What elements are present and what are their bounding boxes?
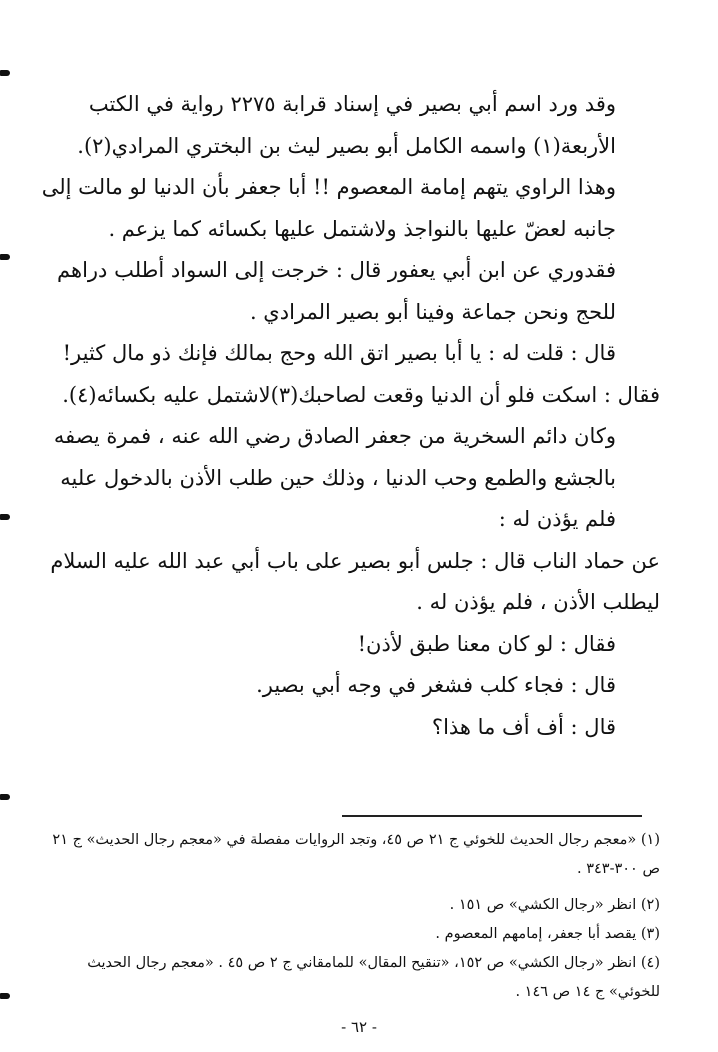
margin-mark [0,254,10,260]
paragraph: فقال : اسكت فلو أن الدنيا وقعت لصاحبك(٣)لاشتمل عليه بكسائه(٤). [62,382,660,407]
paragraph: فقال : لو كان معنا طبق لأذن! [357,631,616,656]
margin-mark [0,794,10,800]
paragraph: فقدوري عن ابن أبي يعفور قال : خرجت إلى السواد أطلب دراهم للحج ونحن جماعة وفينا أبو بصير المرادي . [57,258,616,324]
margin-mark [0,514,10,520]
footnote: (٣) يقصد أبا جعفر، إمامهم المعصوم . [435,926,660,942]
paragraph: قال : قلت له : يا أبا بصير اتق الله وحج بمالك فإنك ذو مال كثير! [62,341,616,365]
paragraph: قال : أف أف ما هذا؟ [431,714,616,739]
footnote: (٤) انظر «رجال الكشي» ص ١٥٢، «تنقيح المقال» للمامقاني ج ٢ ص ٤٥ . «معجم رجال الحديث للخوئي» ج ١٤ ص ١٤٦ . [87,955,660,1000]
paragraph: قال : فجاء كلب فشغر في وجه أبي بصير. [256,673,616,697]
footnote: (١) «معجم رجال الحديث للخوئي ج ٢١ ص ٤٥، وتجد الروايات مفصلة في «معجم رجال الحديث» ج ٢١ ص ٣٠٠-٣٤٣ . [52,832,660,877]
paragraph: وكان دائم السخرية من جعفر الصادق رضي الله عنه ، فمرة يصفه بالجشع والطمع وحب الدنيا ، وذلك حين طلب الأذن بالدخول عليه فلم يؤذن له : [53,424,616,531]
footnote-divider [342,815,642,817]
paragraph: وقد ورد اسم أبي بصير في إسناد قرابة ٢٢٧٥ رواية في الكتب الأربعة(١) واسمه الكامل أبو بصير ليث بن البختري المرادي(٢). [77,92,616,158]
margin-mark [0,993,10,999]
footnote: (٢) انظر «رجال الكشي» ص ١٥١ . [449,897,660,913]
footnotes [40,826,660,1007]
paragraph: عن حماد الناب قال : جلس أبو بصير على باب أبي عبد الله عليه السلام ليطلب الأذن ، فلم يؤذن له . [50,548,660,614]
page-number: - ٦٢ - [341,1018,377,1036]
main-text [40,84,660,748]
paragraph: وهذا الراوي يتهم إمامة المعصوم !! أبا جعفر بأن الدنيا لو مالت إلى جانبه لعضّ عليها بالنواجذ ولاشتمل عليها بكسائه كما يزعم . [41,175,616,241]
margin-mark [0,70,10,76]
